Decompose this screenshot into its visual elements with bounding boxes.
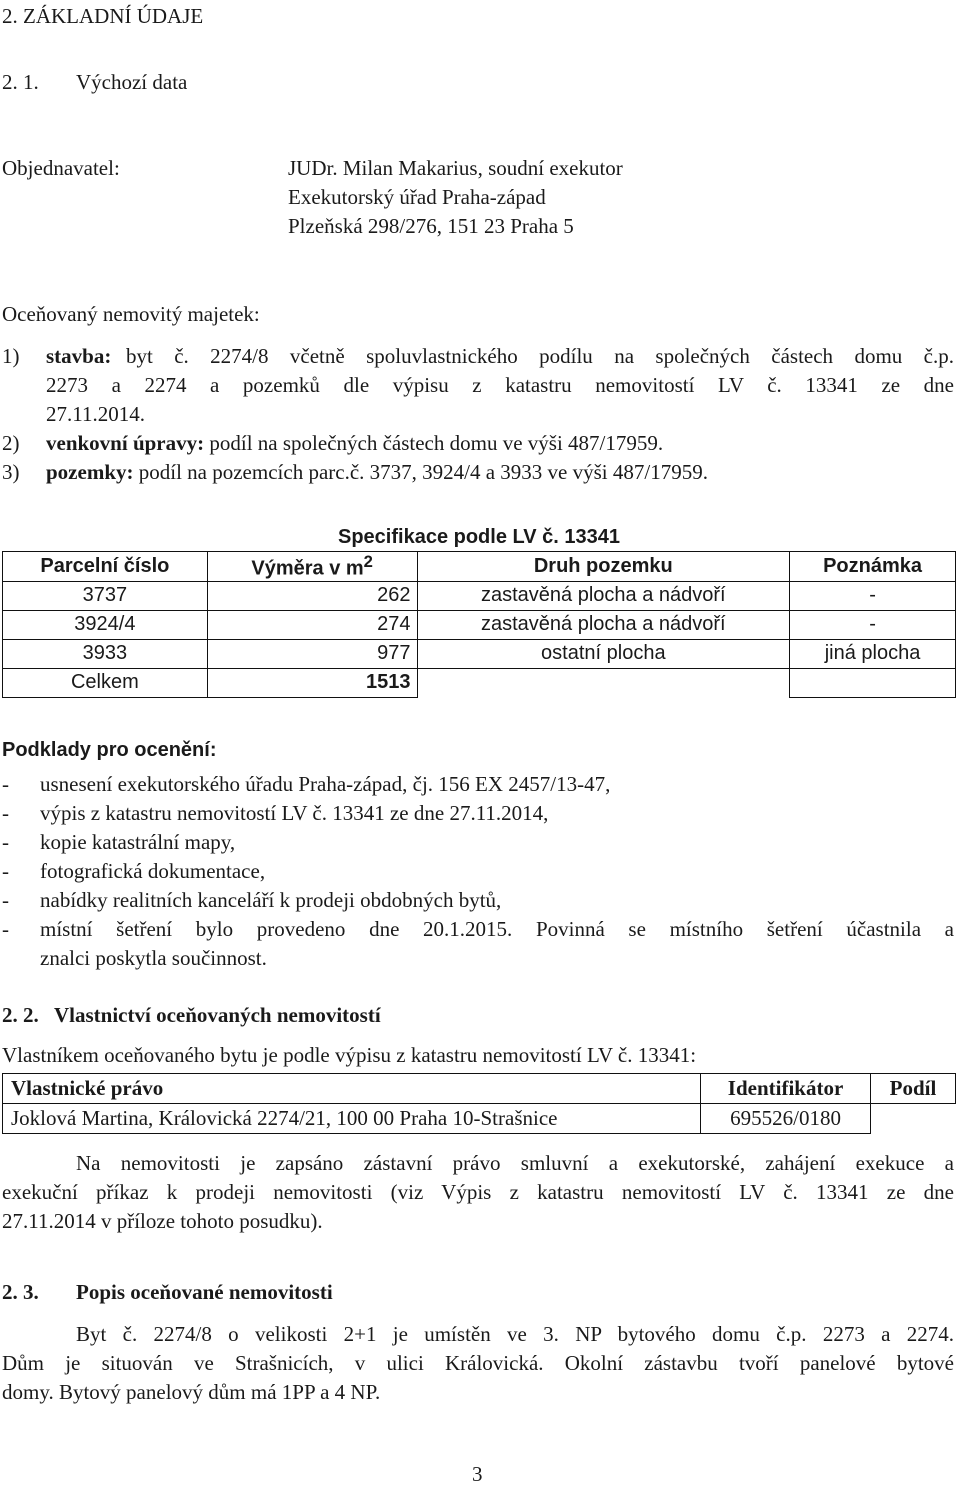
subsection-number-1: 2. 1.: [2, 70, 39, 94]
property-item-1-line-3: 27.11.2014.: [46, 402, 145, 426]
table-row: [3, 581, 956, 610]
client-line-2: Exekutorský úřad Praha-západ: [288, 185, 546, 209]
spec-cell-area: 977: [207, 639, 417, 668]
sources-item-5: nabídky realitních kanceláří k prodeji obdobných bytů,: [40, 888, 502, 912]
bullet: -: [2, 917, 9, 941]
client-line-3: Plzeňská 298/276, 151 23 Praha 5: [288, 214, 574, 238]
ownership-share: [871, 1104, 956, 1134]
ownership-header-id: Identifikátor: [701, 1074, 871, 1104]
spec-caption: Specifikace podle LV č. 13341: [3, 523, 956, 552]
client-label: Objednavatel:: [2, 156, 120, 180]
sources-item-2: výpis z katastru nemovitostí LV č. 13341 ze dne 27.11.2014,: [40, 801, 549, 825]
ownership-para-line-3: 27.11.2014 v příloze tohoto posudku).: [2, 1209, 323, 1233]
ownership-id: 695526/0180: [701, 1104, 871, 1134]
sources-title: Podklady pro ocenění:: [2, 739, 217, 761]
sources-item-4: fotografická dokumentace,: [40, 859, 266, 883]
spec-caption-row: [3, 523, 956, 552]
table-row: [3, 1104, 956, 1134]
spec-total-value: 1513: [207, 668, 417, 697]
spec-cell-note: -: [790, 581, 956, 610]
spec-cell-parcel: 3933: [3, 639, 208, 668]
spec-cell-area: 262: [207, 581, 417, 610]
bullet: -: [2, 830, 9, 854]
spec-cell-area: 274: [207, 610, 417, 639]
spec-cell-parcel: 3924/4: [3, 610, 208, 639]
property-item-2-text: podíl na společných částech domu ve výši 487/17959.: [209, 431, 664, 455]
page-number: 3: [472, 1462, 483, 1486]
sources-item-3: kopie katastrální mapy,: [40, 830, 236, 854]
ownership-intro: Vlastníkem oceňovaného bytu je podle výpisu z katastru nemovitostí LV č. 13341:: [2, 1043, 697, 1067]
property-item-1-line-1: byt č. 2274/8 včetně spoluvlastnického podílu na společných částech domu č.p.: [126, 344, 954, 368]
section-title: 2. ZÁKLADNÍ ÚDAJE: [2, 4, 204, 28]
bullet: -: [2, 859, 9, 883]
bullet: -: [2, 801, 9, 825]
spec-header-row: [3, 552, 956, 582]
spec-cell-type: ostatní plocha: [417, 639, 790, 668]
description-line-1: Byt č. 2274/8 o velikosti 2+1 je umístěn ve 3. NP bytového domu č.p. 2273 a 2274.: [76, 1322, 954, 1346]
ownership-header-share: Podíl: [871, 1074, 956, 1104]
spec-cell-type: zastavěná plocha a nádvoří: [417, 610, 790, 639]
spec-cell-note: -: [790, 610, 956, 639]
spec-total-label: Celkem: [3, 668, 208, 697]
table-row: [3, 639, 956, 668]
sources-item-6-line-1: místní šetření bylo provedeno dne 20.1.2015. Povinná se místního šetření účastnila a: [40, 917, 954, 941]
spec-header-parcel: Parcelní číslo: [3, 552, 208, 582]
property-item-1-heading: stavba:: [46, 344, 112, 368]
property-item-2: [46, 431, 663, 456]
ownership-table: [2, 1073, 956, 1134]
ownership-header-right: Vlastnické právo: [3, 1074, 701, 1104]
bullet: -: [2, 888, 9, 912]
property-label: Oceňovaný nemovitý majetek:: [2, 302, 260, 326]
ownership-header-row: [3, 1074, 956, 1104]
parcel-specification-table: [2, 523, 956, 698]
subsection-number-3: 2. 3.: [2, 1280, 39, 1304]
bullet: -: [2, 772, 9, 796]
property-item-3-text: podíl na pozemcích parc.č. 3737, 3924/4 a 3933 ve výši 487/17959.: [138, 460, 708, 484]
spec-total-row: [3, 668, 956, 697]
spec-cell-note: jiná plocha: [790, 639, 956, 668]
spec-header-type: Druh pozemku: [417, 552, 790, 582]
spec-header-note: Poznámka: [790, 552, 956, 582]
table-row: [3, 610, 956, 639]
client-line-1: JUDr. Milan Makarius, soudní exekutor: [288, 156, 623, 180]
spec-cell-parcel: 3737: [3, 581, 208, 610]
spec-total-note-empty: [790, 668, 956, 697]
property-item-1-number: 1): [2, 344, 20, 368]
property-item-1-line-2: 2273 a 2274 a pozemků dle výpisu z katastru nemovitostí LV č. 13341 ze dne: [46, 373, 954, 397]
ownership-para-line-1: Na nemovitosti je zapsáno zástavní právo smluvní a exekutorské, zahájení exekuce a: [76, 1151, 954, 1175]
property-item-2-number: 2): [2, 431, 20, 455]
subsection-title-1: Výchozí data: [76, 70, 188, 94]
spec-header-area: [207, 552, 417, 582]
subsection-number-2: 2. 2.: [2, 1003, 39, 1027]
description-line-3: domy. Bytový panelový dům má 1PP a 4 NP.: [2, 1380, 381, 1404]
sources-item-6-line-2: znalci poskytla součinnost.: [40, 946, 267, 970]
subsection-title-3: Popis oceňované nemovitosti: [76, 1280, 333, 1304]
property-item-2-heading: venkovní úpravy:: [46, 431, 205, 455]
property-item-3-heading: pozemky:: [46, 460, 134, 484]
spec-header-area-sup: 2: [363, 552, 373, 571]
property-item-3-number: 3): [2, 460, 20, 484]
spec-header-area-label: Výměra v m: [251, 557, 364, 580]
sources-item-1: usnesení exekutorského úřadu Praha-západ, čj. 156 EX 2457/13-47,: [40, 772, 611, 796]
ownership-owner: Joklová Martina, Královická 2274/21, 100 00 Praha 10-Strašnice: [3, 1104, 701, 1134]
ownership-para-line-2: exekuční příkaz k prodeji nemovitosti (viz Výpis z katastru nemovitostí LV č. 13341 ze dne: [2, 1180, 954, 1204]
spec-cell-type: zastavěná plocha a nádvoří: [417, 581, 790, 610]
property-item-3: [46, 460, 708, 485]
subsection-title-2: Vlastnictví oceňovaných nemovitostí: [54, 1003, 381, 1027]
description-line-2: Dům je situován ve Strašnicích, v ulici Královická. Okolní zástavbu tvoří panelové bytové: [2, 1351, 954, 1375]
spec-total-empty: [417, 668, 790, 697]
